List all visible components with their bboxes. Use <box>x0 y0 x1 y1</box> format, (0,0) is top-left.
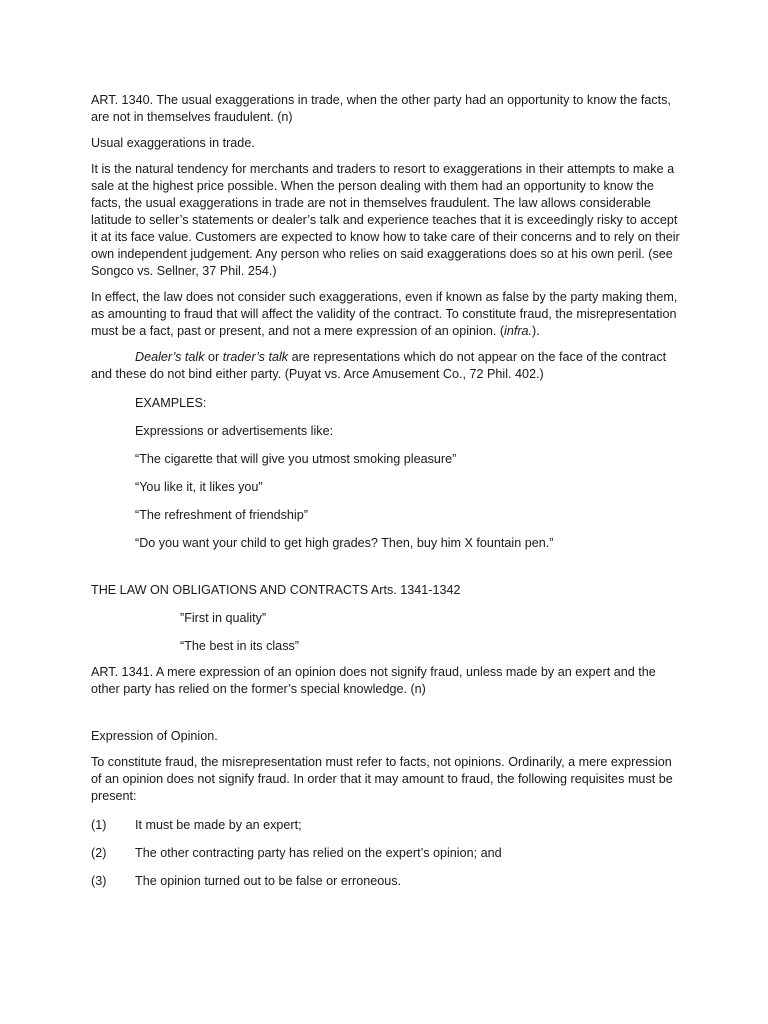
example-item: “Do you want your child to get high grades? Then, buy him X fountain pen.” <box>135 536 554 550</box>
article-1340-subheading: Usual exaggerations in trade. <box>91 136 255 150</box>
list-text: It must be made by an expert; <box>135 818 302 832</box>
paragraph-2-end: ). <box>532 324 540 338</box>
list-number: (3) <box>91 874 107 888</box>
example-item: “You like it, it likes you” <box>135 480 263 494</box>
paragraph-3-or: or <box>204 350 223 364</box>
list-item <box>91 873 681 890</box>
article-1341-subheading: Expression of Opinion. <box>91 729 218 743</box>
article-1340-heading: ART. 1340. The usual exaggerations in trade, when the other party had an opportunity to know the facts, are not in themselves fraudulent. (n) <box>91 93 671 124</box>
list-number: (1) <box>91 818 107 832</box>
list-text: The opinion turned out to be false or erroneous. <box>135 874 402 888</box>
more-examples-block <box>91 610 681 655</box>
article-1340-paragraph-3 <box>91 349 681 383</box>
list-text: The other contracting party has relied on the expert’s opinion; and <box>135 846 502 860</box>
running-header: THE LAW ON OBLIGATIONS AND CONTRACTS Arts. 1341-1342 <box>91 583 461 597</box>
list-item <box>91 817 681 834</box>
examples-block <box>91 395 681 552</box>
article-1341-heading: ART. 1341. A mere expression of an opinion does not signify fraud, unless made by an expert and the other party has relied on the former’s special knowledge. (n) <box>91 665 656 696</box>
example-item: “The refreshment of friendship” <box>135 508 308 522</box>
article-1340-paragraph-1: It is the natural tendency for merchants and traders to resort to exaggerations in their attempts to make a sale at the highest price possible. When the person dealing with them had an opportunity to know the facts, the usual exaggerations in trade are not in themselves fraudulent. The law allows considerable latitude to seller’s statements or dealer’s talk and experience teaches that it is exceedingly risky to accept it at its face value. Customers are expected to know how to take care of their concerns and to rely on their own independent judgement. Any person who relies on said exaggerations does so at his own peril. (see Songco vs. Sellner, 37 Phil. 254.) <box>91 162 680 278</box>
examples-intro: Expressions or advertisements like: <box>135 424 334 438</box>
paragraph-2-italic: infra. <box>504 324 533 338</box>
examples-label: EXAMPLES: <box>135 396 207 410</box>
dealers-talk-term: Dealer’s talk <box>135 350 205 364</box>
example-item: ”First in quality” <box>180 611 267 625</box>
list-item <box>91 845 681 862</box>
example-item: “The cigarette that will give you utmost smoking pleasure” <box>135 452 457 466</box>
paragraph-2-text: In effect, the law does not consider such exaggerations, even if known as false by the party making them, as amounting to fraud that will affect the validity of the contract. To constitute fraud, the misrepresentation must be a fact, past or present, and not a mere expression of an opinion. ( <box>91 290 678 338</box>
list-number: (2) <box>91 846 107 860</box>
paragraph-3-rest: are representations which do not appear on the face of the contract and these do not bind either party. (Puyat vs. Arce Amusement Co., 72 Phil. 402.) <box>91 350 667 381</box>
example-item: “The best in its class” <box>180 639 299 653</box>
traders-talk-term: trader’s talk <box>222 350 289 364</box>
article-1341-paragraph-1: To constitute fraud, the misrepresentation must refer to facts, not opinions. Ordinarily, a mere expression of an opinion does not signify fraud. In order that it may amount to fraud, the following requisites must be present: <box>91 755 673 803</box>
document-page <box>91 92 681 901</box>
requisites-list <box>91 817 681 890</box>
article-1340-paragraph-2 <box>91 289 681 340</box>
